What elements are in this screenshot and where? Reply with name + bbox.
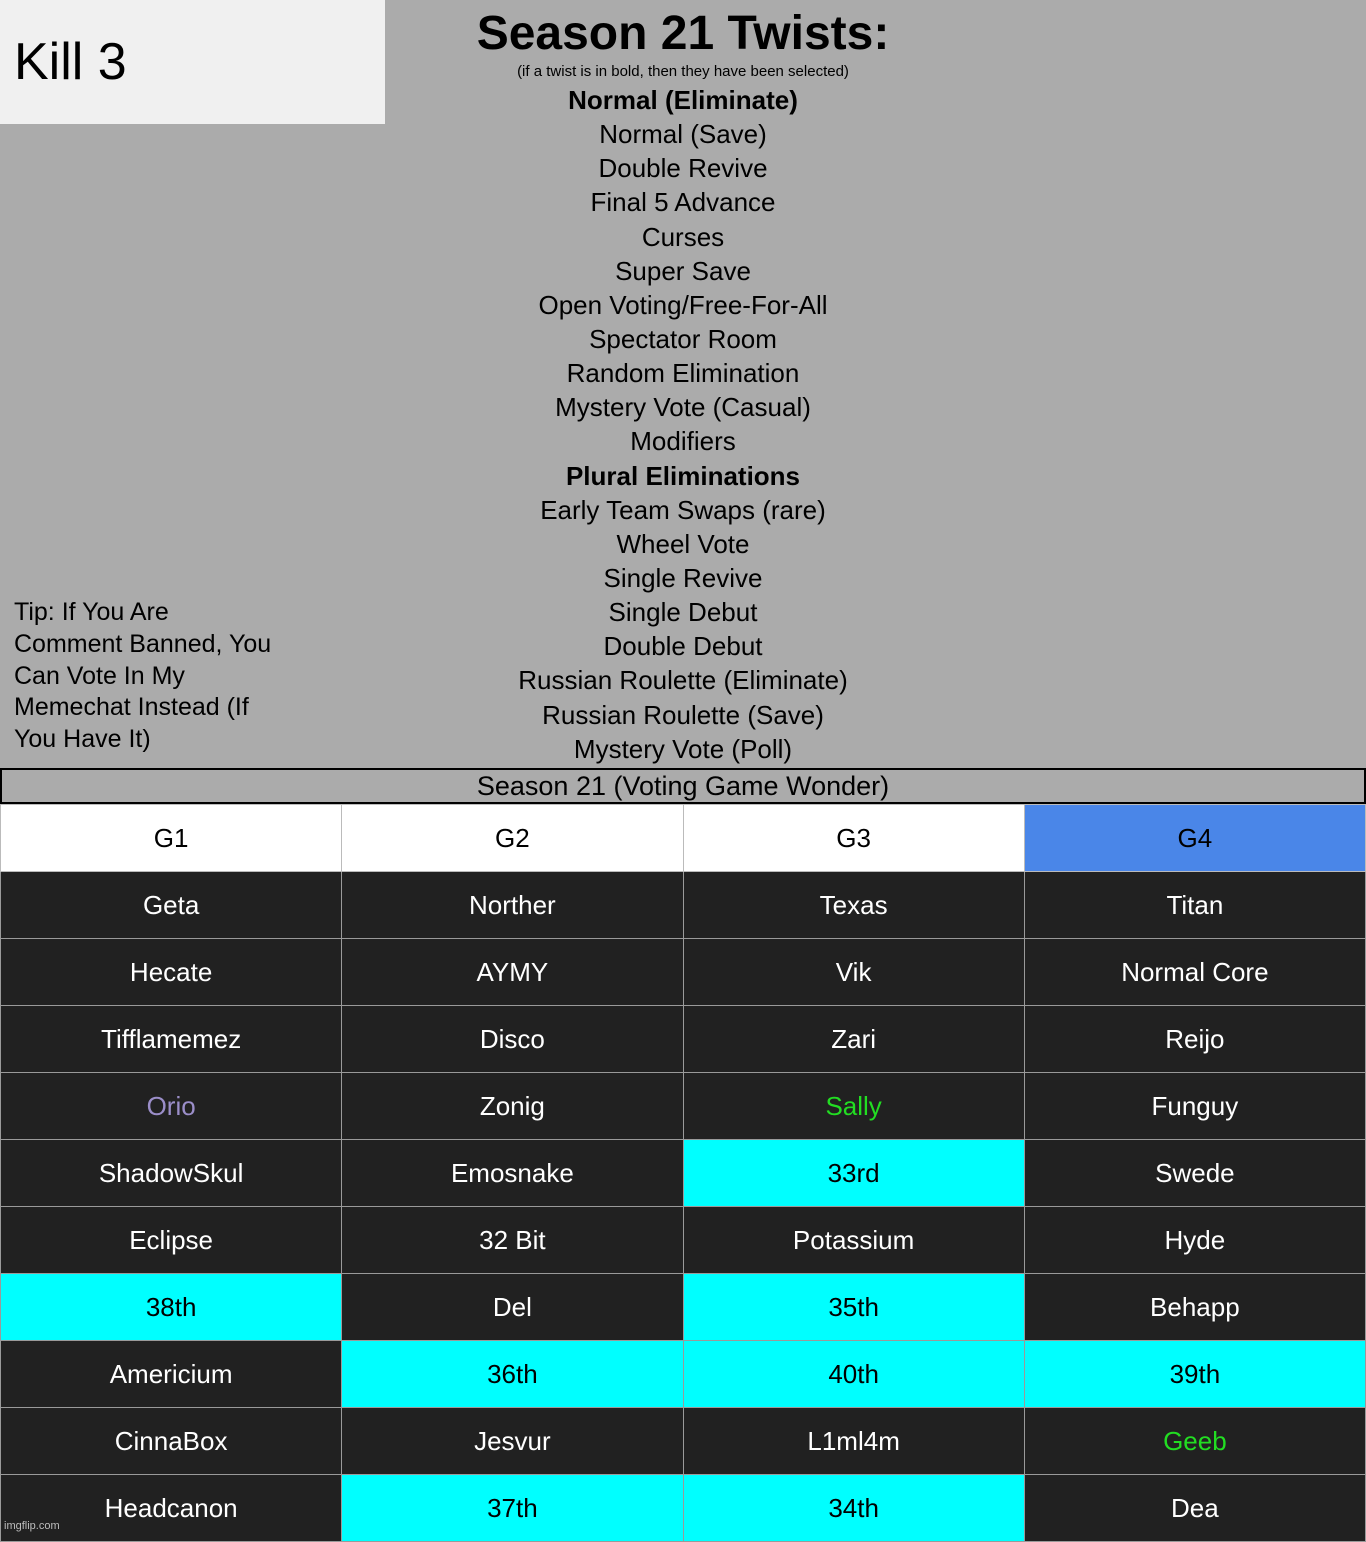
table-cell: 33rd [683, 1140, 1024, 1207]
table-cell: AYMY [342, 939, 683, 1006]
table-cell: Hyde [1024, 1207, 1365, 1274]
table-cell: 35th [683, 1274, 1024, 1341]
table-row [1, 1341, 1366, 1408]
table-cell: Swede [1024, 1140, 1365, 1207]
table-cell: Eclipse [1, 1207, 342, 1274]
table-row [1, 939, 1366, 1006]
table-cell: Geeb [1024, 1408, 1365, 1475]
twist-item: Single Debut [608, 597, 758, 628]
table-header-row [1, 805, 1366, 872]
table-cell: 40th [683, 1341, 1024, 1408]
page-title: Season 21 Twists: [476, 7, 890, 60]
table-cell: Potassium [683, 1207, 1024, 1274]
table-row [1, 1408, 1366, 1475]
table-cell: ShadowSkul [1, 1140, 342, 1207]
twist-item: Plural Eliminations [565, 460, 801, 491]
table-row [1, 1207, 1366, 1274]
twist-item: Russian Roulette (Save) [542, 699, 824, 730]
header-g3: G3 [683, 805, 1024, 872]
table-cell: 39th [1024, 1341, 1365, 1408]
twist-item: Wheel Vote [616, 528, 750, 559]
table-cell: Americium [1, 1341, 342, 1408]
table-cell: Reijo [1024, 1006, 1365, 1073]
table-cell: Funguy [1024, 1073, 1365, 1140]
table-row [1, 1073, 1366, 1140]
table-cell: Zonig [342, 1073, 683, 1140]
twist-item: Final 5 Advance [590, 187, 776, 218]
table-cell: 32 Bit [342, 1207, 683, 1274]
table-row [1, 872, 1366, 939]
twist-item: Normal (Save) [599, 119, 767, 150]
table-cell: Normal Core [1024, 939, 1365, 1006]
twist-item: Mystery Vote (Casual) [555, 392, 811, 423]
twist-item: Early Team Swaps (rare) [540, 494, 826, 525]
twist-item: Curses [641, 221, 725, 252]
twist-item: Russian Roulette (Eliminate) [518, 665, 848, 696]
header-g2: G2 [342, 805, 683, 872]
table-cell: Norther [342, 872, 683, 939]
table-cell: Jesvur [342, 1408, 683, 1475]
twist-item: Modifiers [630, 426, 736, 457]
twist-item: Super Save [615, 255, 751, 286]
table-cell: Dea [1024, 1475, 1365, 1542]
table-cell: Vik [683, 939, 1024, 1006]
twist-item: Double Debut [603, 631, 763, 662]
table-cell: Orio [1, 1073, 342, 1140]
subtitle: (if a twist is in bold, then they have been selected) [517, 63, 849, 80]
table-cell: L1ml4m [683, 1408, 1024, 1475]
table-cell: Geta [1, 872, 342, 939]
header-g1: G1 [1, 805, 342, 872]
table-cell: 37th [342, 1475, 683, 1542]
twist-item: Double Revive [598, 153, 768, 184]
watermark: imgflip.com [4, 1520, 60, 1532]
header-g4: G4 [1024, 805, 1365, 872]
table-row [1, 1006, 1366, 1073]
kill-label: Kill 3 [0, 0, 385, 124]
table-cell: Behapp [1024, 1274, 1365, 1341]
table-cell: Emosnake [342, 1140, 683, 1207]
twist-item: Spectator Room [589, 323, 777, 354]
table-cell: Headcanon [1, 1475, 342, 1542]
table-cell: 34th [683, 1475, 1024, 1542]
twist-item: Normal (Eliminate) [568, 85, 798, 115]
twist-item: Random Elimination [566, 358, 800, 389]
table-cell: Sally [683, 1073, 1024, 1140]
table-row [1, 1274, 1366, 1341]
table-cell: Zari [683, 1006, 1024, 1073]
table-cell: Del [342, 1274, 683, 1341]
contestant-table [0, 804, 1366, 1542]
table-row [1, 1140, 1366, 1207]
table-cell: Texas [683, 872, 1024, 939]
twist-item: Open Voting/Free-For-All [538, 289, 828, 320]
table-cell: CinnaBox [1, 1408, 342, 1475]
season-label: Season 21 (Voting Game Wonder) [0, 768, 1366, 804]
twist-item: Single Revive [603, 562, 763, 593]
table-cell: Disco [342, 1006, 683, 1073]
twists-panel [0, 0, 1366, 768]
table-cell: Tifflamemez [1, 1006, 342, 1073]
tip-text: Tip: If You Are Comment Banned, You Can Vote In My Memechat Instead (If You Have It) [14, 598, 272, 754]
table-cell: 36th [342, 1341, 683, 1408]
table-cell: 38th [1, 1274, 342, 1341]
table-cell: Titan [1024, 872, 1365, 939]
table-cell: Hecate [1, 939, 342, 1006]
table-row [1, 1475, 1366, 1542]
twist-item: Mystery Vote (Poll) [573, 733, 793, 764]
